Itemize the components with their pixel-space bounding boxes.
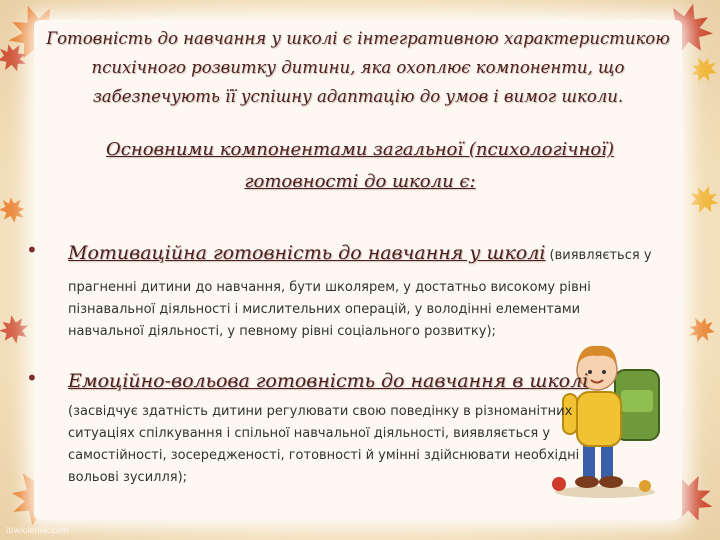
item-title: Мотиваційна готовність до навчання у школі [68,242,546,264]
item-body-line: пізнавальної діяльності і мислительних операцій, у володінні елементами [68,302,581,317]
list-item [26,238,686,343]
item-body-line: самостійності, зосередженості, готовності й умінні здійснювати необхідні [68,448,580,463]
intro-line: Готовність до навчання у школі є інтегративною характеристикою [46,29,670,48]
item-body-line: прагненні дитини до навчання, бути школярем, у достатньо високому рівні [68,280,591,295]
item-lead: (виявляється у [545,248,652,263]
bullet-icon: • [26,238,38,262]
heading-line: Основними компонентами загальної (психологічної) [106,139,614,160]
item-body [26,401,686,489]
maple-leaf-right-icon [682,160,720,380]
item-body-line: (засвідчує здатність дитини регулювати свою поведінку в різноманітних [68,404,573,419]
heading-line: готовності до школи є: [244,171,476,192]
item-title: Емоційно-вольова готовність до навчання в школі [68,370,589,392]
item-body-line: вольові зусилля); [68,470,188,485]
intro-line: забезпечують її успішну адаптацію до умов і вимог школи. [92,87,624,106]
credit-watermark: itiwlolenok.com [6,526,69,535]
item-body [26,277,686,343]
section-heading [60,134,660,198]
intro-line: психічного розвитку дитини, яка охоплює компоненти, що [91,58,625,77]
list-item [26,366,686,489]
item-body-line: навчальної діяльності, у певному рівні соціального розвитку); [68,324,496,339]
bullet-icon: • [26,366,38,390]
item-body-line: ситуаціях спілкування і спільної навчальної діяльності, виявляється у [68,426,551,441]
intro-paragraph [44,24,672,111]
